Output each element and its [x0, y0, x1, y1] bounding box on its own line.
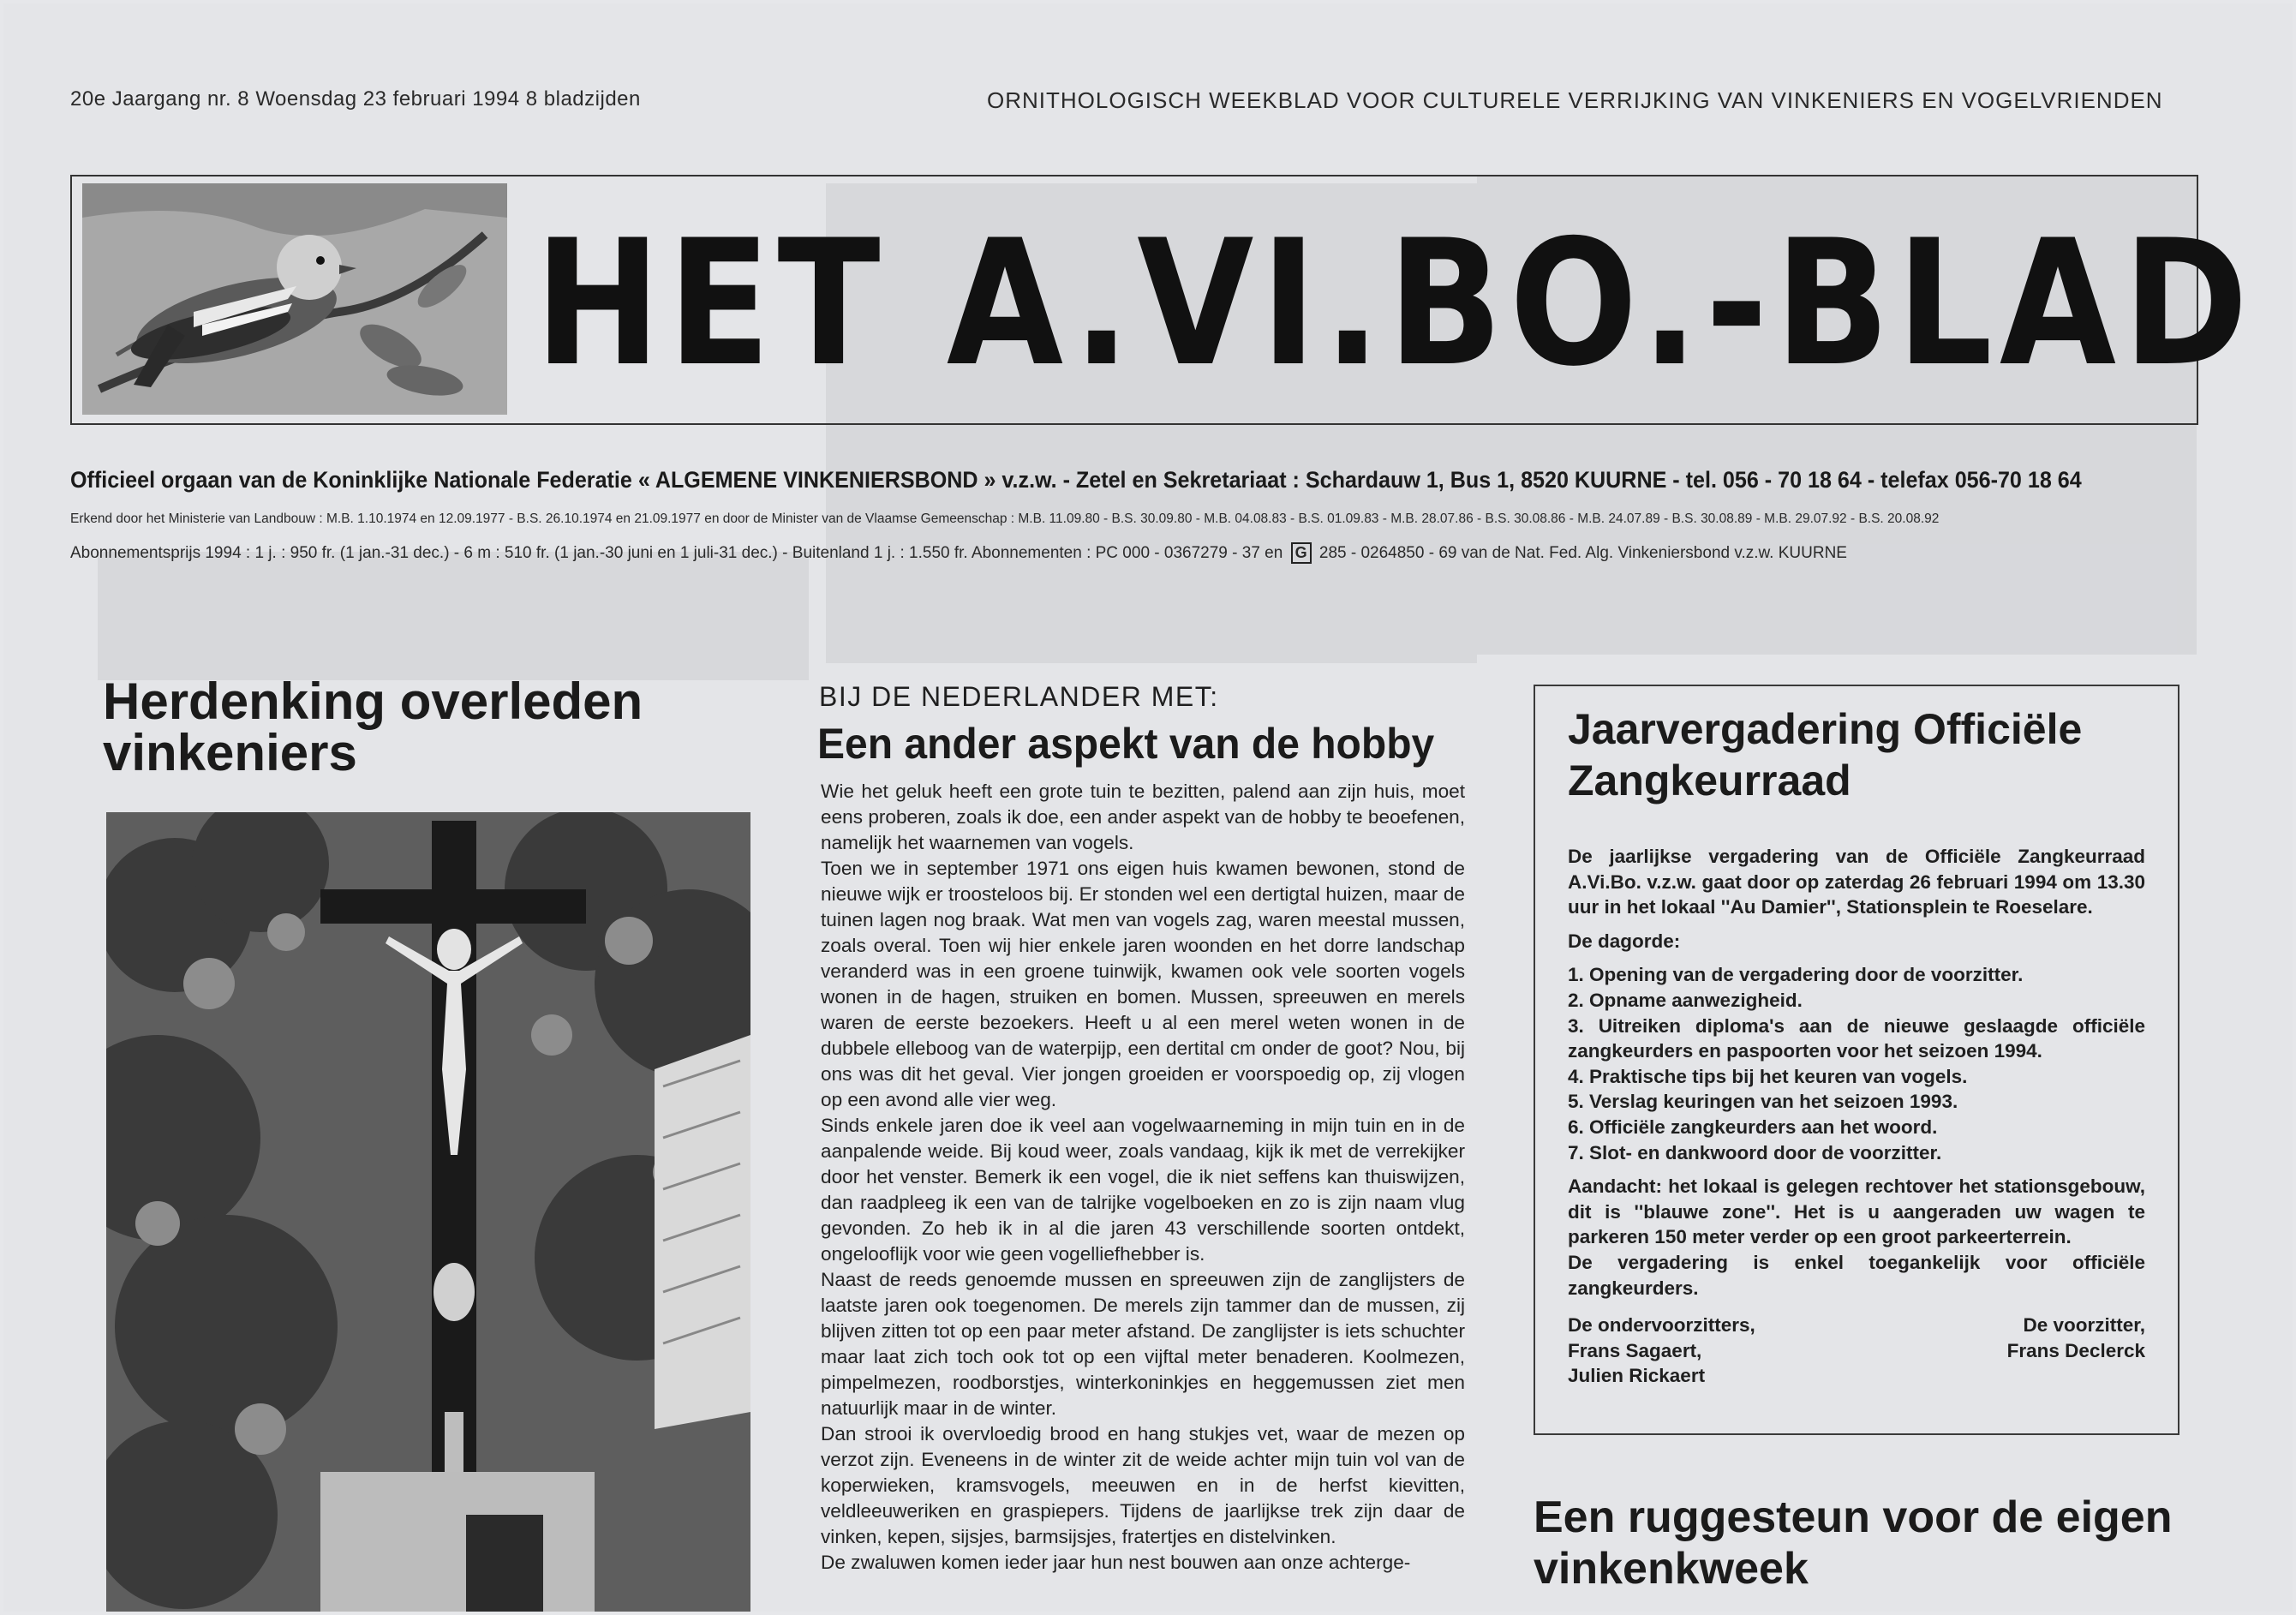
- agenda-item: 1. Opening van de vergadering door de voorzitter.: [1568, 964, 2024, 986]
- subscription-account: 285 - 0264850 - 69 van de Nat. Fed. Alg. Vinkeniersbond v.z.w. KUURNE: [1318, 544, 1847, 562]
- signature-right: [2007, 1313, 2145, 1389]
- signature-line: De voorzitter,: [2023, 1314, 2145, 1337]
- tagline: ORNITHOLOGISCH WEEKBLAD VOOR CULTURELE VERRIJKING VAN VINKENIERS EN VOGELVRIENDEN: [987, 87, 2163, 113]
- agenda-item: 7. Slot- en dankwoord door de voorzitter.: [1568, 1141, 1942, 1163]
- issue-line: 20e Jaargang nr. 8 Woensdag 23 februari 1994 8 bladzijden: [70, 87, 641, 111]
- signature-line: Frans Declerck: [2006, 1339, 2145, 1361]
- meeting-notice-box: [1534, 685, 2179, 1435]
- newspaper-page: [3, 3, 2293, 1612]
- mid-paragraph: Toen we in september 1971 ons eigen huis kwamen bewonen, stond de nieuwe wijk er troosteloos bij. Er stonden wel een dertigtal huizen, maar de tuinen lagen nog braak. Wat men van vogels zag, waren meestal mussen, zoals overal. Toen wij hier enkele jaren woonden en het dorre landschap veranderd was in een groene tuinwijk, kwamen ook vele soorten vogels wonen in de hagen, struiken en bomen. Mussen, spreeuwen en merels waren de eerste bezoekers. Heeft u al een merel weten wonen in de dubbele elleboog van de waterpijp, een dertital cm onder de goot? Nou, bij ons was dit het geval. Vier jongen groeiden er voorspoedig op, zij vlogen op een avond alle vier weg.: [821, 858, 1465, 1110]
- box-intro: De jaarlijkse vergadering van de Officiële Zangkeurraad A.Vi.Bo. v.z.w. gaat door op zaterdag 26 februari 1994 om 13.30 uur in het lokaal ''Au Damier'', Stationsplein te Roeselare.: [1568, 846, 2145, 918]
- finch-illustration: [82, 183, 507, 415]
- crucifix-photo: [106, 812, 750, 1612]
- mid-paragraph: De zwaluwen komen ieder jaar hun nest bouwen aan onze achterge-: [821, 1552, 1411, 1573]
- masthead-title: HET A.VI.BO.-BLAD: [535, 202, 2256, 405]
- subscription-line: [70, 542, 1847, 564]
- signatures: [1568, 1313, 2145, 1389]
- organization-line: Officieel orgaan van de Koninklijke Nationale Federatie « ALGEMENE VINKENIERSBOND » v.z.w. - Zetel en Sekretariaat : Schardauw 1, Bus 1, 8520 KUURNE - tel. 056 - 70 18 64 - telefax 056-70 18 64: [70, 467, 2082, 493]
- recognition-line: Erkend door het Ministerie van Landbouw : M.B. 1.10.1974 en 12.09.1977 - B.S. 26.10.1974 en 21.09.1977 en door de Minister van de Vlaamse Gemeenschap : M.B. 11.09.80 - B.S. 30.09.80 - M.B. 04.08.83 - B.S. 01.09.83 - M.B. 28.07.86 - B.S. 30.08.86 - M.B. 24.07.89 - B.S. 30.08.89 - M.B. 29.07.92 - B.S. 20.08.92: [70, 511, 1940, 526]
- agenda-list: [1568, 962, 2145, 1165]
- mid-headline: Een ander aspekt van de hobby: [817, 720, 1435, 768]
- box-note-access: De vergadering is enkel toegankelijk voor officiële zangkeurders.: [1568, 1251, 2145, 1299]
- box-headline: Jaarvergadering Officiële Zangkeurraad: [1568, 705, 2083, 805]
- agenda-item: 5. Verslag keuringen van het seizoen 1993.: [1568, 1091, 1958, 1113]
- signature-line: Frans Sagaert,: [1568, 1339, 1702, 1361]
- agenda-label: De dagorde:: [1568, 930, 1681, 952]
- postal-bank-logo: G: [1291, 542, 1312, 564]
- right-headline: Een ruggesteun voor de eigen vinkenkweek: [1534, 1492, 2173, 1594]
- masthead: [70, 175, 2256, 425]
- signature-line: Julien Rickaert: [1568, 1365, 1706, 1387]
- agenda-item: 3. Uitreiken diploma's aan de nieuwe geslaagde officiële zangkeurders en paspoorten voor het seizoen 1994.: [1568, 1014, 2145, 1062]
- box-note: Aandacht: het lokaal is gelegen rechtover het stationsgebouw, dit is ''blauwe zone''. Het is u aangeraden uw wagen te parkeren 150 meter verder op een groot parkeerterrein.: [1568, 1175, 2145, 1248]
- mid-paragraph: Wie het geluk heeft een grote tuin te bezitten, palend aan zijn huis, moet eens proberen, zoals ik doe, een ander aspekt van de hobby te beoefenen, namelijk het waarnemen van vogels.: [821, 781, 1465, 853]
- left-headline: Herdenking overleden vinkeniers: [103, 673, 643, 781]
- agenda-item: 6. Officiële zangkeurders aan het woord.: [1568, 1116, 1938, 1138]
- signature-left: [1568, 1313, 1755, 1389]
- agenda-item: 4. Praktische tips bij het keuren van vogels.: [1568, 1065, 1968, 1087]
- mid-paragraph: Dan strooi ik overvloedig brood en hang stukjes vet, waar de mezen op verzot zijn. Eveneens in de winter zit de weide achter mijn tuin vol van de koperwieken, kramsvogels, meeuwen en in de herfst kievitten, veldleeuweriken en graspiepers. Tijdens de jaarlijkse trek zijn daar de vinken, kepen, sijsjes, barmsijsjes, fratertjes en distelvinken.: [821, 1423, 1465, 1547]
- signature-line: De ondervoorzitters,: [1568, 1314, 1755, 1337]
- show-through-area: [98, 552, 809, 680]
- agenda-item: 2. Opname aanwezigheid.: [1568, 989, 1803, 1011]
- mid-kicker: BIJ DE NEDERLANDER MET:: [819, 681, 1219, 712]
- mid-article-body: [821, 779, 1465, 1576]
- mid-paragraph: Sinds enkele jaren doe ik veel aan vogelwaarneming in mijn tuin en in de aanpalende weide. Bij koud weer, zoals vandaag, kijk ik met de verrekijker door het venster. Bemerk ik een vogel, die ik niet seffens kan thuiswijzen, dan raadpleeg ik een van de talrijke vogelboeken en zo is zijn naam vlug gevonden. Zo heb ik in al die jaren 43 verschillende soorten ontdekt, ongelooflijk voor wie geen vogelliefhebber is.: [821, 1115, 1465, 1265]
- subscription-text: Abonnementsprijs 1994 : 1 j. : 950 fr. (1 jan.-31 dec.) - 6 m : 510 fr. (1 jan.-30 juni en 1 juli-31 dec.) - Buitenland 1 j. : 1.550 fr. Abonnementen : PC 000 - 0367279 - 37 en: [70, 544, 1283, 562]
- mid-paragraph: Naast de reeds genoemde mussen en spreeuwen zijn de zanglijsters de laatste jaren ook toegenomen. De merels zijn tammer dan de mussen, zij blijven zitten tot op een paar meter afstand. De zanglijster is iets schuchter maar laat zich toch ook tot op een vijftal meter benaderen. Koolmezen, pimpelmezen, roodborstjes, winterkoninkjes en heggemussen ziet men natuurlijk maar in de winter.: [821, 1269, 1465, 1419]
